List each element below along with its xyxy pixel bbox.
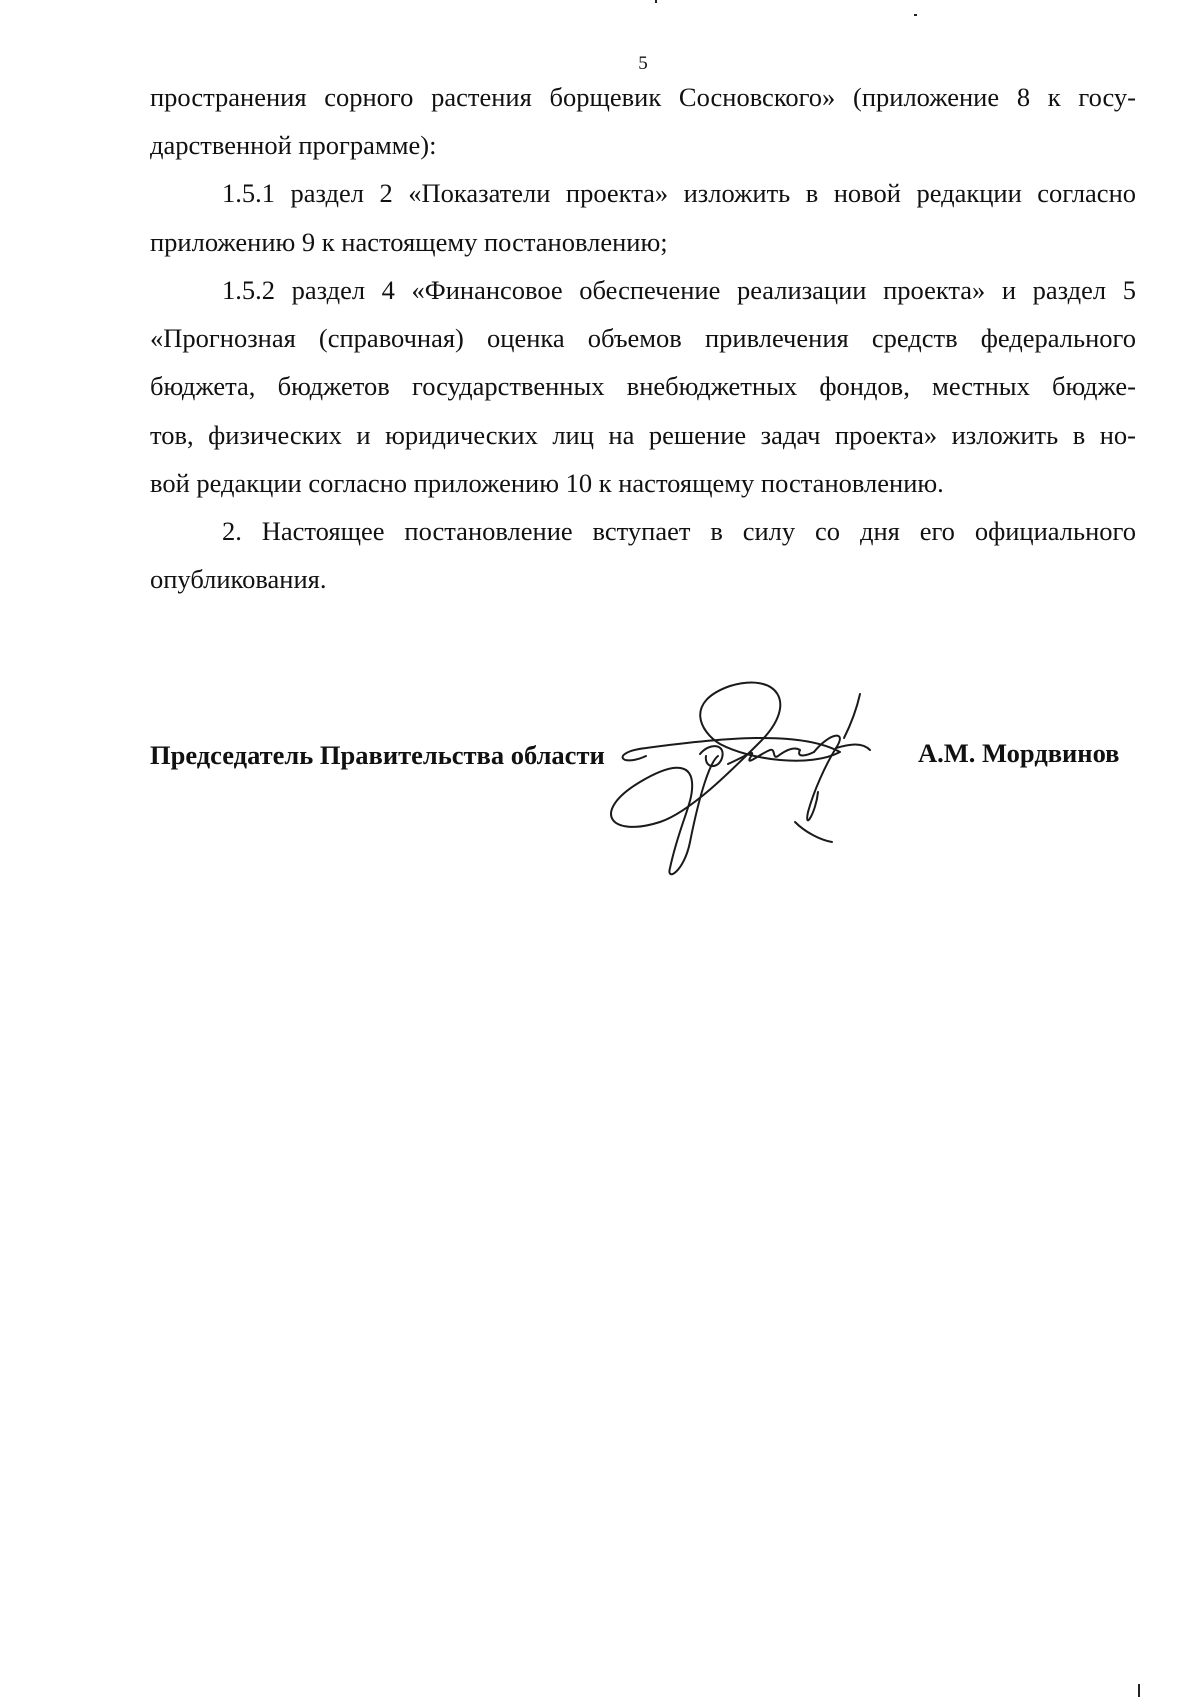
body-line: пространения сорного растения борщевик Сосновского» (приложение 8 к госу- <box>150 82 1136 112</box>
body-line: 1.5.1 раздел 2 «Показатели проекта» изложить в новой редакции согласно <box>222 178 1136 208</box>
body-line: дарственной программе): <box>150 130 437 160</box>
handwritten-signature <box>600 672 920 882</box>
page-number: 5 <box>638 53 648 74</box>
scan-speck <box>655 0 657 3</box>
body-line: тов, физических и юридических лиц на решение задач проекта» изложить в но- <box>150 420 1136 450</box>
body-line: «Прогнозная (справочная) оценка объемов привлечения средств федерального <box>150 323 1136 353</box>
signer-name: А.М. Мордвинов <box>918 738 1120 768</box>
body-line: опубликования. <box>150 564 327 594</box>
body-line: вой редакции согласно приложению 10 к настоящему постановлению. <box>150 468 944 498</box>
body-line: приложению 9 к настоящему постановлению; <box>150 227 668 257</box>
signer-title: Председатель Правительства области <box>150 740 605 770</box>
scan-edge-mark <box>1138 1684 1140 1697</box>
body-line: бюджета, бюджетов государственных внебюджетных фондов, местных бюдже- <box>150 371 1136 401</box>
scan-speck <box>914 14 917 16</box>
body-line: 1.5.2 раздел 4 «Финансовое обеспечение реализации проекта» и раздел 5 <box>222 275 1136 305</box>
body-line: 2. Настоящее постановление вступает в силу со дня его официального <box>222 516 1136 546</box>
